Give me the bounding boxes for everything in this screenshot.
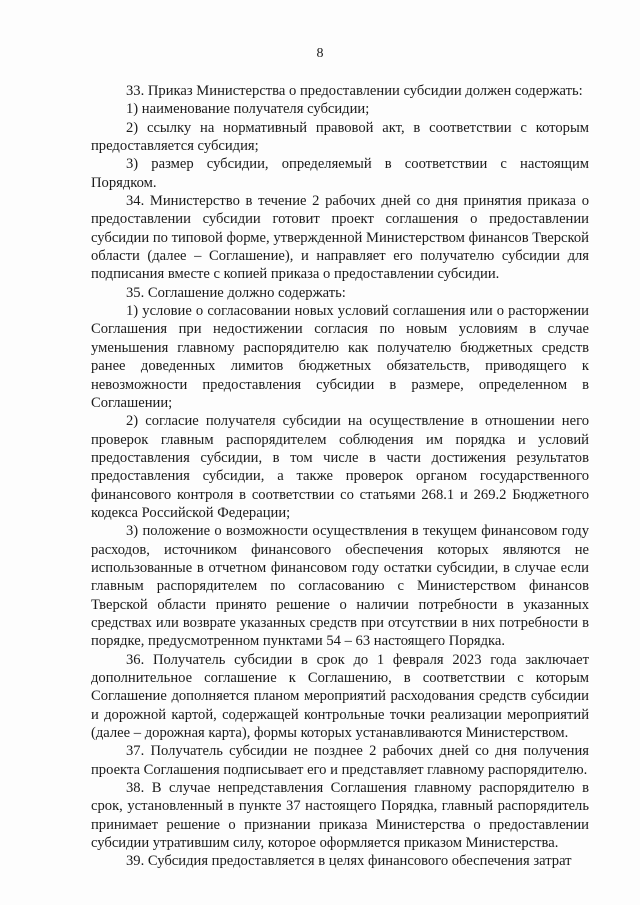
paragraph-35-item-2: 2) согласие получателя субсидии на осуществление в отношении него проверок главным распорядителем соблюдения им порядка и условий предоставления субсидии, в том числе в части достижения результатов предоставления субсидии, а также проверок органом государственного финансового контроля в соответствии со статьями 268.1 и 269.2 Бюджетного кодекса Российской Федерации; [91, 413, 589, 521]
document-body [91, 82, 589, 871]
paragraph-34: 34. Министерство в течение 2 рабочих дней со дня принятия приказа о предоставлении субсидии готовит проект соглашения о предоставлении субсидии по типовой форме, утвержденной Министерством финансов Тверской области (далее – Соглашение), и направляет его получателю субсидии для подписания вместе с копией приказа о предоставлении субсидии. [91, 193, 589, 283]
paragraph-36: 36. Получатель субсидии в срок до 1 февраля 2023 года заключает дополнительное соглашение к Соглашению, в соответствии с которым Соглашение дополняется планом мероприятий расходования средств субсидии и дорожной картой, содержащей контрольные точки реализации мероприятий (далее – дорожная карта), формы которых устанавливаются Министерством. [91, 651, 589, 742]
paragraph-37: 37. Получатель субсидии не позднее 2 рабочих дней со дня получения проекта Соглашения подписывает его и представляет главному распорядителю. [91, 743, 589, 778]
page-number: 8 [316, 46, 324, 61]
paragraph-33-item-3: 3) размер субсидии, определяемый в соответствии с настоящим Порядком. [91, 156, 589, 191]
paragraph-39: 39. Субсидия предоставляется в целях финансового обеспечения затрат [126, 853, 572, 870]
paragraph-38: 38. В случае непредставления Соглашения главному распорядителю в срок, установленный в пункте 37 настоящего Порядка, главный распорядитель принимает решение о признании приказа Министерства о предоставлении субсидии утратившим силу, которое оформляется приказом Министерства. [91, 780, 589, 852]
paragraph-33-item-1: 1) наименование получателя субсидии; [126, 101, 370, 118]
paragraph-33: 33. Приказ Министерства о предоставлении субсидии должен содержать: [126, 83, 583, 99]
paragraph-35-item-1: 1) условие о согласовании новых условий соглашения или о расторжении Соглашения при недостижении согласия по новым условиям в случае уменьшения главному распорядителю как получателю бюджетных средств ранее доведенных лимитов бюджетных обязательств, приводящего к невозможности предоставления субсидии в размере, определенном в Соглашении; [91, 303, 589, 411]
paragraph-35: 35. Соглашение должно содержать: [126, 284, 346, 301]
paragraph-33-item-2: 2) ссылку на нормативный правовой акт, в соответствии с которым предоставляется субсидия; [91, 119, 589, 155]
paragraph-35-item-3: 3) положение о возможности осуществления в текущем финансовом году расходов, источником финансового обеспечения которых являются не использованные в отчетном финансовом году остатки субсидии, в случае если главным распорядителем по согласованию с Министерством финансов Тверской области принято решение о наличии потребности в указанных средствах или возврате указанных средств при отсутствии в них потребности в порядке, предусмотренном пунктами 54 – 63 настоящего Порядка. [91, 523, 589, 650]
